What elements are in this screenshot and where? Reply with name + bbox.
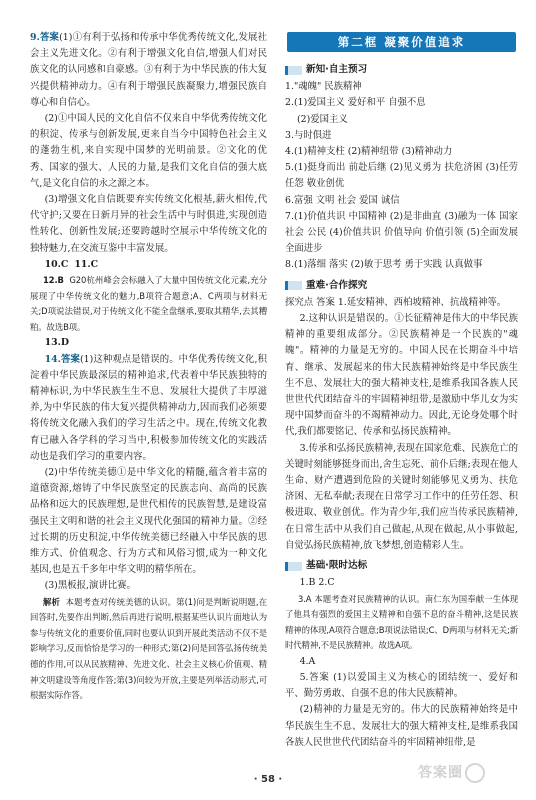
answer-text: (2)①中国人民的文化自信不仅来自中华优秀传统文化的积淀、传承与创新发展,更来自当今中国特色社会主义的蓬勃生机,来自实现中国梦的光明前景。②文化的优秀、国家的强大、人民的力量,是我们文化自信的强大底气,是文化自信的永之源之本。	[30, 113, 267, 189]
answer-label: 9.答案	[30, 32, 60, 43]
answer-label: 14.答案	[44, 353, 80, 365]
answer-text: (3)增强文化自信既要弃实传统文化根基,薪火相传,代代守护;又要在日新月异的社会生活中与时俱进,实现创造性转化、创新性发展;还要跨越时空展示中华传统文化的独特魅力,在交流互鉴中丰富发展。	[30, 194, 267, 254]
section-title-bar: 第二框 凝聚价值追求	[287, 32, 516, 52]
answer-label: 10.C	[44, 258, 69, 270]
answer-9-part3	[30, 192, 267, 257]
list-item: 1."魂魄" 民族精神	[285, 81, 362, 93]
list-item: 5.答案 (1)以爱国主义为核心的团结统一、爱好和平、勤劳勇敢、自强不息的伟大民族精神。	[285, 672, 518, 700]
section-heading: 新知·自主预习	[285, 62, 518, 78]
answer-9-part1	[30, 30, 267, 111]
section-heading: 重难·合作探究	[285, 278, 518, 294]
answer-text: (3)黑板报,演讲比赛。	[44, 580, 136, 592]
list-item: 2.(1)爱国主义 爱好和平 自强不息	[285, 97, 426, 109]
analysis-text: 本题考查对传统美德的认识。第(1)问是判断说明题,在回答时,先要作出判断,然后再进行说明,根据某些认识片面地认为参与传统文化的重要价值,同时也要认识到开展此类活动不仅不是影响学习,反而恰恰是学习的一种形式;第(2)问是回答弘扬传统美德的作用,可以从民族精神、先进文化、社会主义核心价值观、精神文明建设等角度作答;第(3)问较为开放,主要是列举活动形式,可根据实际作答。	[30, 596, 267, 701]
answer-14-part2	[30, 465, 267, 578]
heading-marker-icon	[285, 66, 302, 75]
list-item: 4.(1)精神支柱 (2)精神纽带 (3)精神动力	[285, 146, 453, 158]
list-item: 4.A	[299, 655, 316, 667]
answer-text: (1)这种观点是错误的。中华优秀传统文化,积淀着中华民族最深层的精神追求,代表着中华民族独特的精神标识,为中华民族生生不息、发展壮大提供了丰厚滋养,为中华民族的伟大复兴提供精神动力,因而我们必须要将传统文化融入我们的学习生活之中。现在,传统文化教育已融入各学科的学习当中,积极参加传统文化的实践活动也是我们学习的重要内容。	[30, 353, 268, 462]
list-item: 8.(1)落细 落实 (2)敏于思考 勇于实践 认真做事	[285, 259, 483, 271]
answer-12	[30, 273, 267, 335]
answer-14-analysis	[30, 595, 267, 704]
list-item: 3.传承和弘扬民族精神,表现在国家危难、民族危亡的关键时刻能够挺身而出,舍生忘死、前仆后继;表现在他人生命、财产遭遇到危险的关键时刻能够见义勇为、扶危济困、无私奉献;表现在日常学习工作中的任劳任怨、积极进取、敬业创优。作为青少年,我们应当传承民族精神,在日常生活中从我们自己做起,从现在做起,从小事做起,自觉弘扬民族精神,放飞梦想,创造精彩人生。	[285, 442, 518, 551]
page-number: · 58 ·	[253, 774, 283, 785]
list-item: 7.(1)价值共识 中国精神 (2)是非曲直 (3)融为一体 国家 社会 公民 (4)价值共识 价值导向 价值引领 (5)全面发展 全面进步	[285, 210, 518, 255]
list-item: 3.A 本题考查对民族精神的认识。南仁东为国奉献一生体现了他具有强烈的爱国主义精神和自强不息的奋斗精神,这是民族精神的体现,A项符合题意;B项说法错误;C、D两项与材料无关;新时代精神,不是民族精神。故选A项。	[285, 593, 518, 651]
answer-text: (1)①有利于弘扬和传承中华优秀传统文化,发展社会主义先进文化。②有利于增强文化自信,增强人们对民族文化的认同感和自豪感。③有利于为中华民族的伟大复兴提供精神动力。④有利于增强民族凝聚力,增强民族自尊心和自信心。	[30, 32, 267, 108]
list-item: 探究点 答案 1.延安精神、西柏坡精神、抗战精神等。	[285, 296, 507, 308]
heading-marker-icon	[285, 562, 302, 571]
answer-label: 13.D	[44, 337, 70, 349]
list-item: 5.(1)挺身而出 前赴后继 (2)见义勇为 扶危济困 (3)任劳任怨 敬业创优	[285, 162, 518, 190]
answer-14-part1	[30, 352, 267, 465]
answer-13	[30, 335, 267, 351]
heading-marker-icon	[285, 281, 302, 290]
answer-label: 12.B	[43, 275, 64, 286]
list-item: 2.这种认识是错误的。①长征精神是伟大的中华民族精神的重要组成部分。②民族精神是一个民族的"魂魄"。精神的力量是无穷的。中国人民在长期奋斗中培育、继承、发展起来的伟大民族精神始终是中华民族生生不息、发展壮大的强大精神支柱,是维系我国各族人民世世代代团结奋斗的牢固精神纽带,是激励中华儿女为实现中国梦而奋斗的不竭精神动力。因此,无论身处哪个时代,我们都要铭记、传承和弘扬民族精神。	[285, 313, 518, 438]
list-item: 6.富强 文明 社会 爱国 诚信	[285, 194, 400, 206]
list-item: (2)爱国主义	[297, 113, 348, 125]
section-heading: 基础·限时达标	[285, 558, 518, 574]
list-item: (2)精神的力量是无穷的。伟大的民族精神始终是中华民族生生不息、发展壮大的强大精神支柱,是维系我国各族人民世世代代团结奋斗的牢固精神纽带,是	[285, 704, 518, 748]
left-column	[30, 30, 267, 704]
answer-14-part3	[30, 578, 267, 594]
analysis-label: 解析	[43, 596, 61, 607]
list-item: 3.与时俱进	[285, 129, 332, 141]
list-item: 1.B 2.C	[299, 577, 335, 589]
answer-text: 11.C	[74, 258, 99, 270]
answer-text: (2)中华传统美德①是中华文化的精髓,蕴含着丰富的道德资源,熔铸了中华民族坚定的民族志向、高尚的民族品格和远大的民族理想,是世代相传的民族智慧,是建设富强民主文明和谐的社会主义现代化强国的精神力量。②经过长期的历史积淀,中华传统美德已经融入中华民族的思维方式、价值观念、行为方式和风俗习惯,成为一种文化基因,也是五千多年中华文明的精华所在。	[30, 467, 267, 576]
watermark-logo: 答案圈	[418, 762, 524, 792]
answer-9-part2	[30, 111, 267, 192]
answer-text: G20杭州峰会会标融入了大量中国传统文化元素,充分展现了中华传统文化的魅力,B项符合题意;A、C两项与材料无关;D项说法错误,对于传统文化不能全盘继承,要取其精华,去其糟粕。故选B项。	[30, 275, 267, 332]
answer-10-11	[30, 257, 267, 273]
watermark-circle-icon	[465, 763, 485, 783]
right-column	[285, 30, 518, 751]
